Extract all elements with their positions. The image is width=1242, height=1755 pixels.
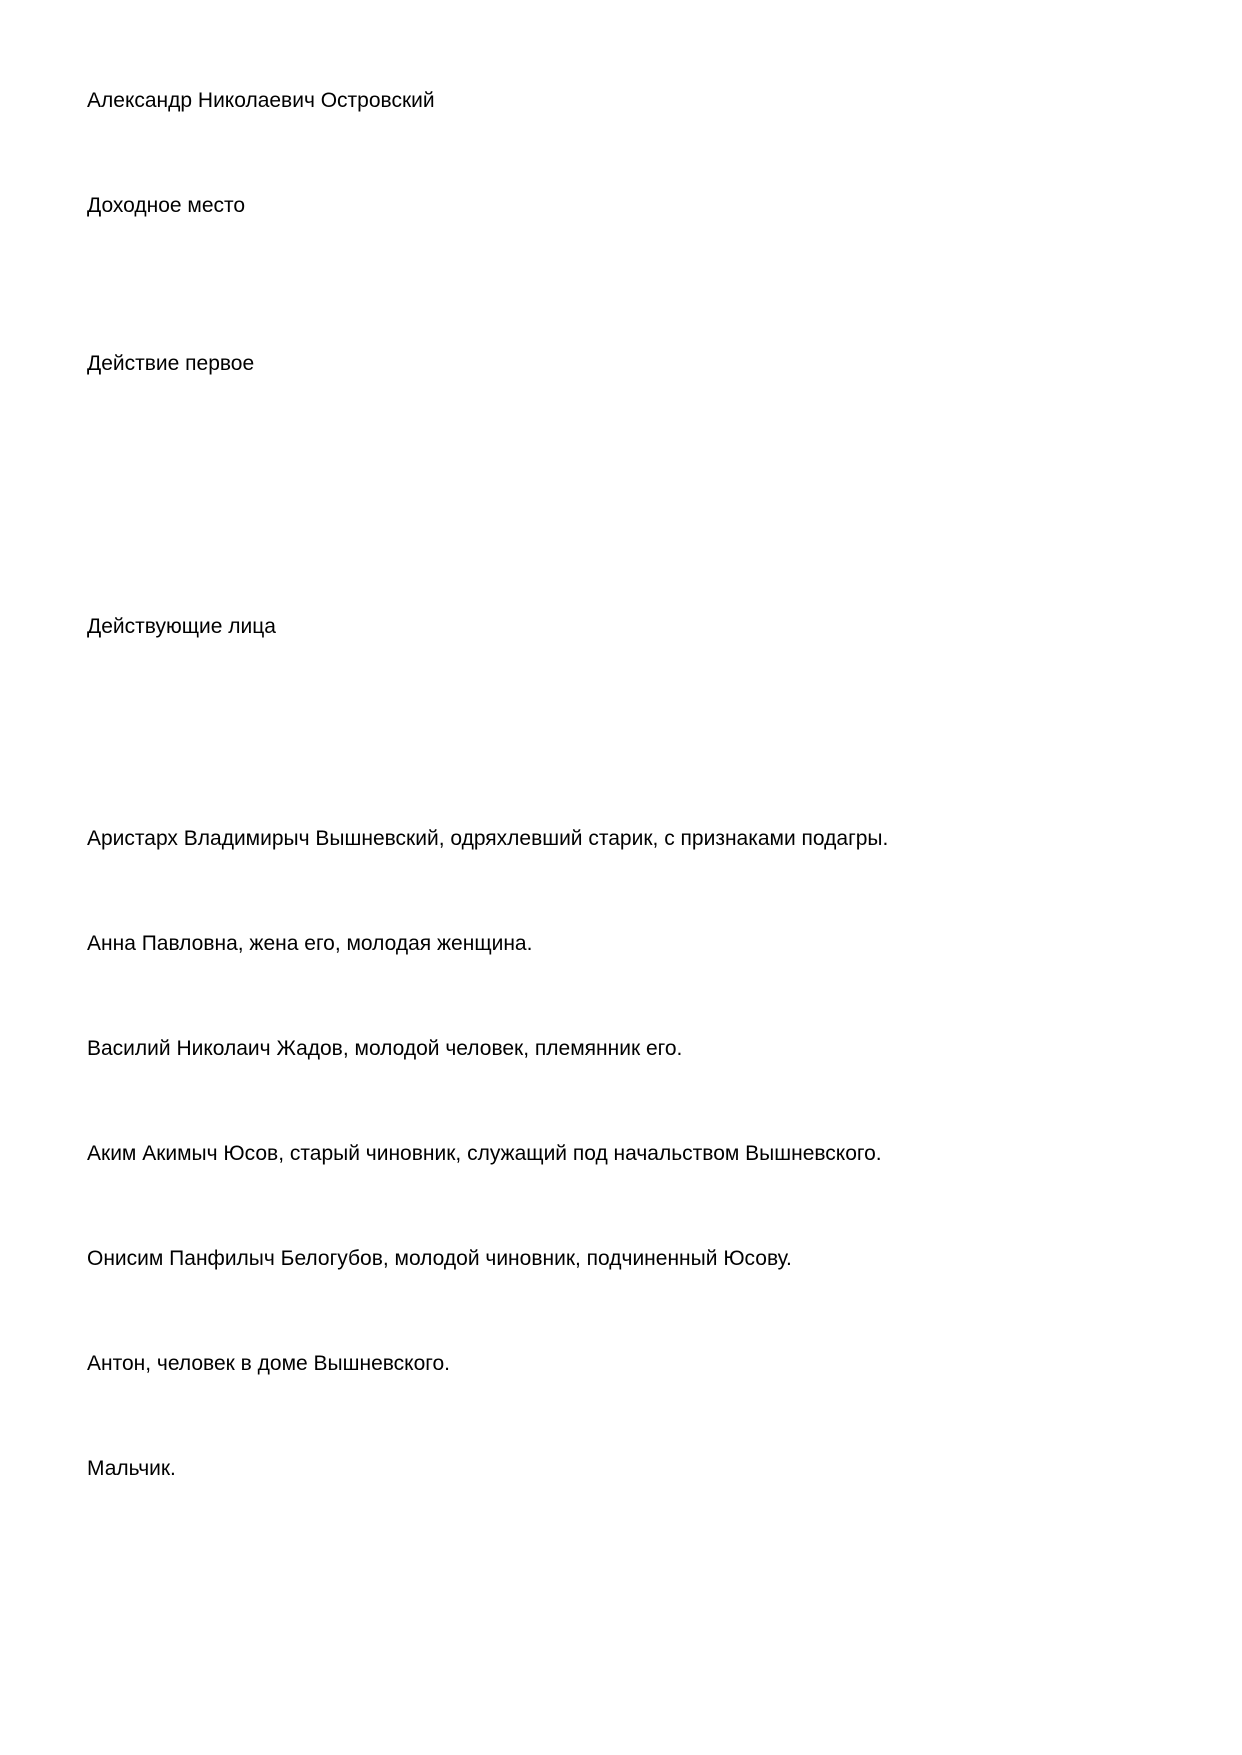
character-entry: Онисим Панфилыч Белогубов, молодой чиновник, подчиненный Юсову. xyxy=(87,1247,792,1270)
act-heading: Действие первое xyxy=(87,352,255,375)
character-entry: Василий Николаич Жадов, молодой человек, племянник его. xyxy=(87,1037,683,1060)
character-entry: Мальчик. xyxy=(87,1457,176,1480)
character-entry: Антон, человек в доме Вышневского. xyxy=(87,1352,450,1375)
cast-heading: Действующие лица xyxy=(87,615,276,638)
play-title: Доходное место xyxy=(87,194,246,217)
character-entry: Анна Павловна, жена его, молодая женщина. xyxy=(87,932,533,955)
character-entry: Аристарх Владимирыч Вышневский, одряхлевший старик, с признаками подагры. xyxy=(87,827,889,850)
character-entry: Аким Акимыч Юсов, старый чиновник, служащий под начальством Вышневского. xyxy=(87,1142,882,1165)
author-name: Александр Николаевич Островский xyxy=(87,89,435,112)
